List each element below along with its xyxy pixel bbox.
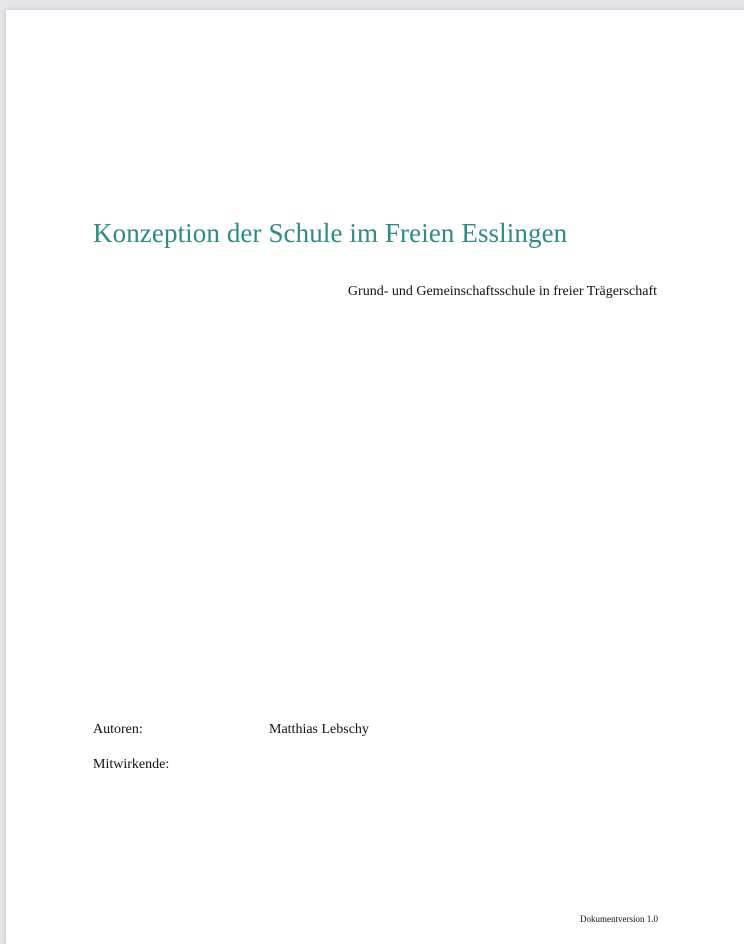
- document-version: Dokumentversion 1.0: [580, 914, 658, 924]
- document-subtitle: Grund- und Gemeinschaftsschule in freier Trägerschaft: [347, 284, 657, 299]
- document-title: Konzeption der Schule im Freien Esslingen: [93, 218, 568, 248]
- contributors-label: Mitwirkende:: [93, 757, 170, 772]
- authors-value: Matthias Lebschy: [269, 722, 369, 737]
- authors-label: Autoren:: [93, 722, 143, 737]
- document-page: [6, 10, 744, 944]
